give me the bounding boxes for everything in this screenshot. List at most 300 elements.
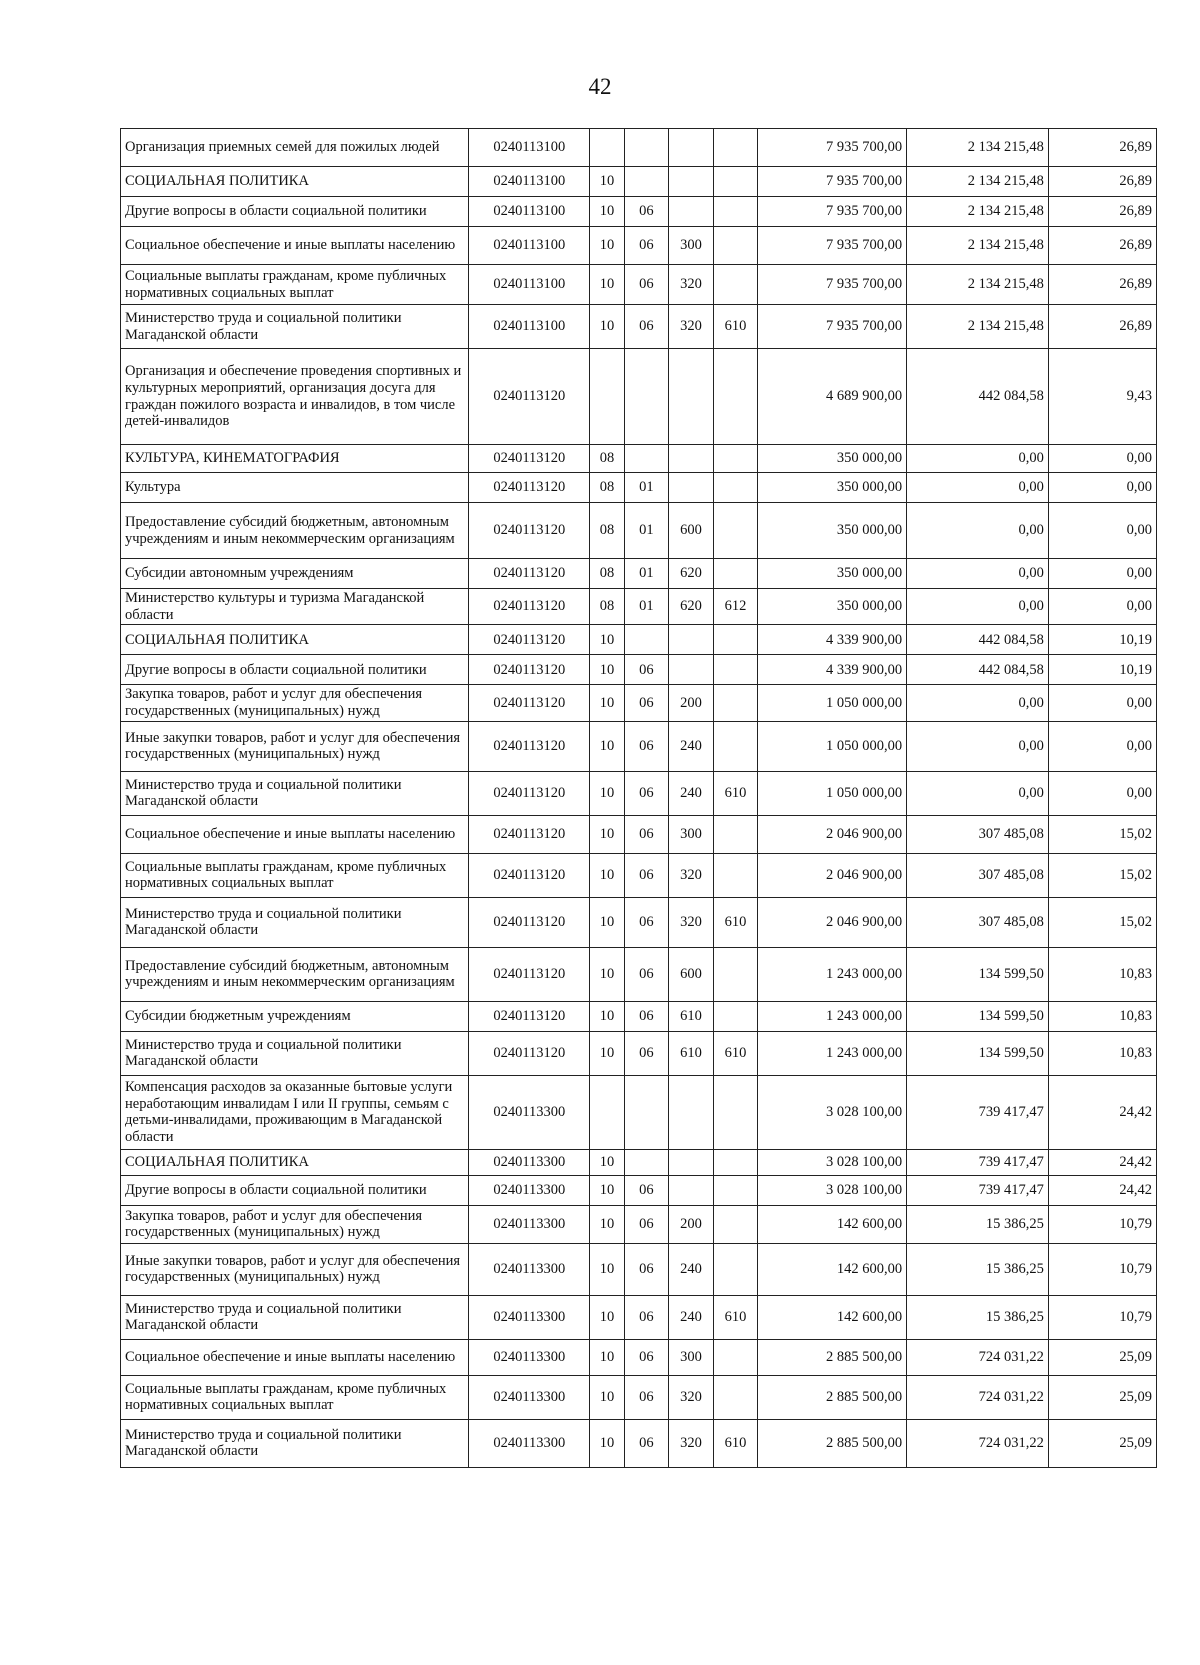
row-code: 0240113120	[469, 815, 590, 853]
row-expense-type	[668, 129, 713, 167]
row-subsection: 06	[624, 655, 668, 685]
row-section: 08	[590, 503, 625, 559]
row-fact: 0,00	[907, 503, 1049, 559]
row-name: КУЛЬТУРА, КИНЕМАТОГРАФИЯ	[121, 445, 469, 473]
row-name: Закупка товаров, работ и услуг для обеспечения государственных (муниципальных) нужд	[121, 685, 469, 721]
row-percent: 10,83	[1048, 1031, 1156, 1075]
table-row	[121, 227, 1157, 265]
row-plan: 4 339 900,00	[758, 625, 907, 655]
row-subsection: 06	[624, 771, 668, 815]
row-name: СОЦИАЛЬНАЯ ПОЛИТИКА	[121, 167, 469, 197]
row-percent: 0,00	[1048, 503, 1156, 559]
row-fact: 134 599,50	[907, 1001, 1049, 1031]
row-percent: 10,83	[1048, 947, 1156, 1001]
row-expense-type: 240	[668, 771, 713, 815]
row-expense-type: 320	[668, 265, 713, 305]
row-percent: 24,42	[1048, 1175, 1156, 1205]
row-percent: 24,42	[1048, 1149, 1156, 1175]
row-fact: 2 134 215,48	[907, 129, 1049, 167]
row-percent: 0,00	[1048, 473, 1156, 503]
row-subsection: 06	[624, 305, 668, 349]
row-plan: 2 046 900,00	[758, 815, 907, 853]
row-admin-code: 610	[714, 897, 758, 947]
row-name: Организация приемных семей для пожилых людей	[121, 129, 469, 167]
table-body	[121, 129, 1157, 1468]
row-fact: 15 386,25	[907, 1295, 1049, 1339]
row-section: 10	[590, 655, 625, 685]
row-admin-code	[714, 625, 758, 655]
row-section: 08	[590, 473, 625, 503]
row-admin-code: 610	[714, 305, 758, 349]
row-section: 10	[590, 1001, 625, 1031]
row-fact: 0,00	[907, 721, 1049, 771]
row-section: 10	[590, 1205, 625, 1243]
row-subsection: 06	[624, 1295, 668, 1339]
row-admin-code: 610	[714, 1031, 758, 1075]
row-expense-type: 300	[668, 227, 713, 265]
row-plan: 2 885 500,00	[758, 1339, 907, 1375]
row-name: Компенсация расходов за оказанные бытовые услуги неработающим инвалидам I или II группы, семьям с детьми-инвалидами, проживающим в Магаданской области	[121, 1075, 469, 1149]
row-name: Культура	[121, 473, 469, 503]
row-plan: 350 000,00	[758, 559, 907, 589]
row-expense-type: 240	[668, 1243, 713, 1295]
row-name: Социальное обеспечение и иные выплаты населению	[121, 1339, 469, 1375]
table-row	[121, 305, 1157, 349]
table-row	[121, 947, 1157, 1001]
row-percent: 15,02	[1048, 853, 1156, 897]
row-subsection: 06	[624, 1339, 668, 1375]
row-name: Предоставление субсидий бюджетным, автономным учреждениям и иным некоммерческим организациям	[121, 947, 469, 1001]
row-subsection: 01	[624, 473, 668, 503]
row-expense-type: 320	[668, 305, 713, 349]
table-row	[121, 559, 1157, 589]
row-subsection: 01	[624, 589, 668, 625]
table-row	[121, 1243, 1157, 1295]
row-expense-type: 320	[668, 897, 713, 947]
row-percent: 26,89	[1048, 197, 1156, 227]
row-subsection: 06	[624, 897, 668, 947]
row-name: Министерство труда и социальной политики Магаданской области	[121, 305, 469, 349]
row-section	[590, 349, 625, 445]
row-fact: 739 417,47	[907, 1149, 1049, 1175]
row-subsection: 06	[624, 1375, 668, 1419]
row-fact: 15 386,25	[907, 1205, 1049, 1243]
table-row	[121, 197, 1157, 227]
table-row	[121, 815, 1157, 853]
row-section: 10	[590, 947, 625, 1001]
row-subsection: 06	[624, 721, 668, 771]
row-code: 0240113300	[469, 1149, 590, 1175]
row-fact: 739 417,47	[907, 1075, 1049, 1149]
row-subsection	[624, 349, 668, 445]
row-admin-code	[714, 1075, 758, 1149]
row-code: 0240113300	[469, 1375, 590, 1419]
row-expense-type	[668, 625, 713, 655]
row-admin-code: 610	[714, 771, 758, 815]
row-percent: 10,19	[1048, 655, 1156, 685]
table-row	[121, 503, 1157, 559]
row-plan: 142 600,00	[758, 1243, 907, 1295]
row-percent: 0,00	[1048, 589, 1156, 625]
row-expense-type	[668, 1149, 713, 1175]
row-name: Социальные выплаты гражданам, кроме публичных нормативных социальных выплат	[121, 1375, 469, 1419]
row-section: 10	[590, 167, 625, 197]
row-code: 0240113300	[469, 1175, 590, 1205]
row-plan: 1 050 000,00	[758, 685, 907, 721]
row-fact: 739 417,47	[907, 1175, 1049, 1205]
table-row	[121, 1149, 1157, 1175]
row-name: Социальное обеспечение и иные выплаты населению	[121, 227, 469, 265]
row-code: 0240113120	[469, 445, 590, 473]
row-fact: 2 134 215,48	[907, 197, 1049, 227]
row-admin-code	[714, 853, 758, 897]
row-code: 0240113300	[469, 1295, 590, 1339]
row-expense-type: 610	[668, 1001, 713, 1031]
table-row	[121, 589, 1157, 625]
row-plan: 3 028 100,00	[758, 1149, 907, 1175]
row-fact: 724 031,22	[907, 1339, 1049, 1375]
row-section: 10	[590, 1149, 625, 1175]
row-plan: 350 000,00	[758, 589, 907, 625]
row-fact: 0,00	[907, 771, 1049, 815]
row-admin-code	[714, 1205, 758, 1243]
row-subsection: 06	[624, 815, 668, 853]
row-name: Иные закупки товаров, работ и услуг для обеспечения государственных (муниципальных) нужд	[121, 721, 469, 771]
row-percent: 25,09	[1048, 1339, 1156, 1375]
table-row	[121, 1295, 1157, 1339]
row-expense-type: 320	[668, 1375, 713, 1419]
row-percent: 0,00	[1048, 721, 1156, 771]
row-code: 0240113100	[469, 305, 590, 349]
row-subsection: 06	[624, 265, 668, 305]
row-plan: 4 689 900,00	[758, 349, 907, 445]
row-expense-type	[668, 655, 713, 685]
row-code: 0240113100	[469, 197, 590, 227]
row-code: 0240113120	[469, 349, 590, 445]
row-percent: 26,89	[1048, 167, 1156, 197]
row-name: СОЦИАЛЬНАЯ ПОЛИТИКА	[121, 1149, 469, 1175]
row-name: Министерство труда и социальной политики Магаданской области	[121, 1031, 469, 1075]
row-fact: 442 084,58	[907, 349, 1049, 445]
row-subsection: 06	[624, 685, 668, 721]
row-plan: 142 600,00	[758, 1295, 907, 1339]
row-subsection: 01	[624, 503, 668, 559]
row-admin-code	[714, 265, 758, 305]
row-admin-code	[714, 655, 758, 685]
row-name: Предоставление субсидий бюджетным, автономным учреждениям и иным некоммерческим организациям	[121, 503, 469, 559]
row-percent: 9,43	[1048, 349, 1156, 445]
row-plan: 4 339 900,00	[758, 655, 907, 685]
row-expense-type: 300	[668, 1339, 713, 1375]
table-row	[121, 1031, 1157, 1075]
row-subsection: 06	[624, 1031, 668, 1075]
row-subsection: 06	[624, 1175, 668, 1205]
row-percent: 26,89	[1048, 265, 1156, 305]
row-section: 10	[590, 815, 625, 853]
row-fact: 0,00	[907, 685, 1049, 721]
row-section: 10	[590, 721, 625, 771]
table-row	[121, 265, 1157, 305]
table-row	[121, 1375, 1157, 1419]
row-expense-type	[668, 197, 713, 227]
row-code: 0240113120	[469, 625, 590, 655]
row-fact: 0,00	[907, 559, 1049, 589]
table-row	[121, 1001, 1157, 1031]
row-expense-type: 300	[668, 815, 713, 853]
row-section: 08	[590, 589, 625, 625]
row-fact: 15 386,25	[907, 1243, 1049, 1295]
row-fact: 307 485,08	[907, 897, 1049, 947]
row-code: 0240113120	[469, 947, 590, 1001]
row-percent: 24,42	[1048, 1075, 1156, 1149]
budget-table	[120, 128, 1157, 1468]
row-fact: 2 134 215,48	[907, 265, 1049, 305]
row-name: СОЦИАЛЬНАЯ ПОЛИТИКА	[121, 625, 469, 655]
row-percent: 26,89	[1048, 305, 1156, 349]
row-fact: 724 031,22	[907, 1419, 1049, 1467]
row-admin-code	[714, 503, 758, 559]
table-row	[121, 129, 1157, 167]
row-expense-type: 620	[668, 589, 713, 625]
row-code: 0240113120	[469, 897, 590, 947]
row-code: 0240113120	[469, 853, 590, 897]
table-row	[121, 655, 1157, 685]
row-plan: 2 885 500,00	[758, 1375, 907, 1419]
page-number: 42	[588, 74, 612, 99]
row-code: 0240113300	[469, 1339, 590, 1375]
row-section: 08	[590, 445, 625, 473]
row-percent: 0,00	[1048, 771, 1156, 815]
row-plan: 1 243 000,00	[758, 1031, 907, 1075]
row-section: 10	[590, 853, 625, 897]
row-code: 0240113100	[469, 227, 590, 265]
table-row	[121, 349, 1157, 445]
row-expense-type	[668, 167, 713, 197]
row-name: Другие вопросы в области социальной политики	[121, 655, 469, 685]
row-admin-code	[714, 1001, 758, 1031]
row-percent: 15,02	[1048, 815, 1156, 853]
row-subsection: 06	[624, 197, 668, 227]
row-subsection: 01	[624, 559, 668, 589]
row-fact: 724 031,22	[907, 1375, 1049, 1419]
row-plan: 3 028 100,00	[758, 1175, 907, 1205]
row-expense-type: 320	[668, 1419, 713, 1467]
row-section: 10	[590, 1375, 625, 1419]
row-section	[590, 129, 625, 167]
row-expense-type: 620	[668, 559, 713, 589]
table-row	[121, 721, 1157, 771]
row-percent: 25,09	[1048, 1419, 1156, 1467]
row-fact: 442 084,58	[907, 625, 1049, 655]
row-plan: 3 028 100,00	[758, 1075, 907, 1149]
row-expense-type: 240	[668, 721, 713, 771]
row-percent: 0,00	[1048, 685, 1156, 721]
row-admin-code	[714, 349, 758, 445]
row-name: Социальные выплаты гражданам, кроме публичных нормативных социальных выплат	[121, 853, 469, 897]
row-code: 0240113120	[469, 503, 590, 559]
row-section: 10	[590, 197, 625, 227]
row-plan: 350 000,00	[758, 445, 907, 473]
row-admin-code	[714, 559, 758, 589]
row-admin-code	[714, 445, 758, 473]
row-expense-type: 610	[668, 1031, 713, 1075]
table-row	[121, 853, 1157, 897]
row-expense-type	[668, 1075, 713, 1149]
row-code: 0240113120	[469, 1001, 590, 1031]
row-code: 0240113120	[469, 473, 590, 503]
row-plan: 350 000,00	[758, 503, 907, 559]
row-admin-code: 612	[714, 589, 758, 625]
row-fact: 0,00	[907, 589, 1049, 625]
row-name: Социальное обеспечение и иные выплаты населению	[121, 815, 469, 853]
row-subsection: 06	[624, 947, 668, 1001]
row-admin-code	[714, 1339, 758, 1375]
row-name: Субсидии бюджетным учреждениям	[121, 1001, 469, 1031]
row-plan: 2 046 900,00	[758, 897, 907, 947]
row-subsection: 06	[624, 227, 668, 265]
table-row	[121, 1175, 1157, 1205]
row-plan: 7 935 700,00	[758, 197, 907, 227]
row-expense-type: 600	[668, 503, 713, 559]
row-subsection	[624, 1075, 668, 1149]
row-code: 0240113300	[469, 1419, 590, 1467]
row-plan: 1 243 000,00	[758, 947, 907, 1001]
table-row	[121, 445, 1157, 473]
row-expense-type: 240	[668, 1295, 713, 1339]
row-percent: 10,79	[1048, 1295, 1156, 1339]
row-section: 10	[590, 897, 625, 947]
row-subsection: 06	[624, 1419, 668, 1467]
row-subsection	[624, 129, 668, 167]
row-subsection: 06	[624, 1205, 668, 1243]
row-expense-type	[668, 473, 713, 503]
row-fact: 134 599,50	[907, 947, 1049, 1001]
row-subsection	[624, 445, 668, 473]
row-name: Министерство труда и социальной политики Магаданской области	[121, 1295, 469, 1339]
row-section: 10	[590, 305, 625, 349]
table-row	[121, 1339, 1157, 1375]
row-subsection	[624, 1149, 668, 1175]
row-name: Социальные выплаты гражданам, кроме публичных нормативных социальных выплат	[121, 265, 469, 305]
row-code: 0240113100	[469, 265, 590, 305]
row-fact: 307 485,08	[907, 853, 1049, 897]
row-subsection	[624, 625, 668, 655]
row-plan: 2 046 900,00	[758, 853, 907, 897]
row-fact: 134 599,50	[907, 1031, 1049, 1075]
row-percent: 26,89	[1048, 227, 1156, 265]
row-name: Иные закупки товаров, работ и услуг для обеспечения государственных (муниципальных) нужд	[121, 1243, 469, 1295]
row-section: 08	[590, 559, 625, 589]
row-fact: 307 485,08	[907, 815, 1049, 853]
table-row	[121, 1419, 1157, 1467]
row-admin-code: 610	[714, 1419, 758, 1467]
row-section: 10	[590, 1419, 625, 1467]
row-code: 0240113120	[469, 1031, 590, 1075]
row-percent: 0,00	[1048, 445, 1156, 473]
row-percent: 0,00	[1048, 559, 1156, 589]
row-percent: 25,09	[1048, 1375, 1156, 1419]
row-plan: 7 935 700,00	[758, 129, 907, 167]
row-code: 0240113300	[469, 1243, 590, 1295]
row-name: Министерство труда и социальной политики Магаданской области	[121, 897, 469, 947]
row-admin-code	[714, 129, 758, 167]
row-expense-type	[668, 349, 713, 445]
row-plan: 142 600,00	[758, 1205, 907, 1243]
row-name: Субсидии автономным учреждениям	[121, 559, 469, 589]
row-admin-code	[714, 721, 758, 771]
row-section	[590, 1075, 625, 1149]
row-admin-code	[714, 685, 758, 721]
row-section: 10	[590, 265, 625, 305]
row-percent: 10,19	[1048, 625, 1156, 655]
row-plan: 7 935 700,00	[758, 227, 907, 265]
row-name: Министерство труда и социальной политики Магаданской области	[121, 771, 469, 815]
table-row	[121, 167, 1157, 197]
row-fact: 0,00	[907, 445, 1049, 473]
row-plan: 7 935 700,00	[758, 265, 907, 305]
row-admin-code	[714, 227, 758, 265]
row-admin-code	[714, 1243, 758, 1295]
row-percent: 10,79	[1048, 1205, 1156, 1243]
row-admin-code	[714, 1175, 758, 1205]
row-fact: 2 134 215,48	[907, 227, 1049, 265]
row-code: 0240113120	[469, 721, 590, 771]
row-admin-code	[714, 167, 758, 197]
row-percent: 10,83	[1048, 1001, 1156, 1031]
table-row	[121, 473, 1157, 503]
row-expense-type: 200	[668, 1205, 713, 1243]
table-row	[121, 897, 1157, 947]
table-row	[121, 685, 1157, 721]
row-expense-type	[668, 1175, 713, 1205]
row-subsection: 06	[624, 1243, 668, 1295]
row-code: 0240113120	[469, 589, 590, 625]
row-section: 10	[590, 1031, 625, 1075]
row-subsection	[624, 167, 668, 197]
row-section: 10	[590, 1243, 625, 1295]
row-code: 0240113300	[469, 1075, 590, 1149]
row-name: Закупка товаров, работ и услуг для обеспечения государственных (муниципальных) нужд	[121, 1205, 469, 1243]
row-subsection: 06	[624, 853, 668, 897]
row-name: Другие вопросы в области социальной политики	[121, 197, 469, 227]
row-fact: 2 134 215,48	[907, 305, 1049, 349]
row-section: 10	[590, 1295, 625, 1339]
table-row	[121, 625, 1157, 655]
row-plan: 7 935 700,00	[758, 167, 907, 197]
row-name: Министерство культуры и туризма Магаданской области	[121, 589, 469, 625]
row-subsection: 06	[624, 1001, 668, 1031]
row-code: 0240113120	[469, 655, 590, 685]
row-fact: 2 134 215,48	[907, 167, 1049, 197]
row-name: Другие вопросы в области социальной политики	[121, 1175, 469, 1205]
row-expense-type: 600	[668, 947, 713, 1001]
row-plan: 1 050 000,00	[758, 771, 907, 815]
row-admin-code	[714, 1375, 758, 1419]
row-fact: 442 084,58	[907, 655, 1049, 685]
row-section: 10	[590, 685, 625, 721]
row-code: 0240113100	[469, 129, 590, 167]
row-admin-code	[714, 1149, 758, 1175]
row-section: 10	[590, 1175, 625, 1205]
row-code: 0240113300	[469, 1205, 590, 1243]
row-plan: 2 885 500,00	[758, 1419, 907, 1467]
row-plan: 1 243 000,00	[758, 1001, 907, 1031]
row-admin-code	[714, 197, 758, 227]
row-section: 10	[590, 771, 625, 815]
table-row	[121, 1205, 1157, 1243]
row-section: 10	[590, 625, 625, 655]
row-percent: 15,02	[1048, 897, 1156, 947]
